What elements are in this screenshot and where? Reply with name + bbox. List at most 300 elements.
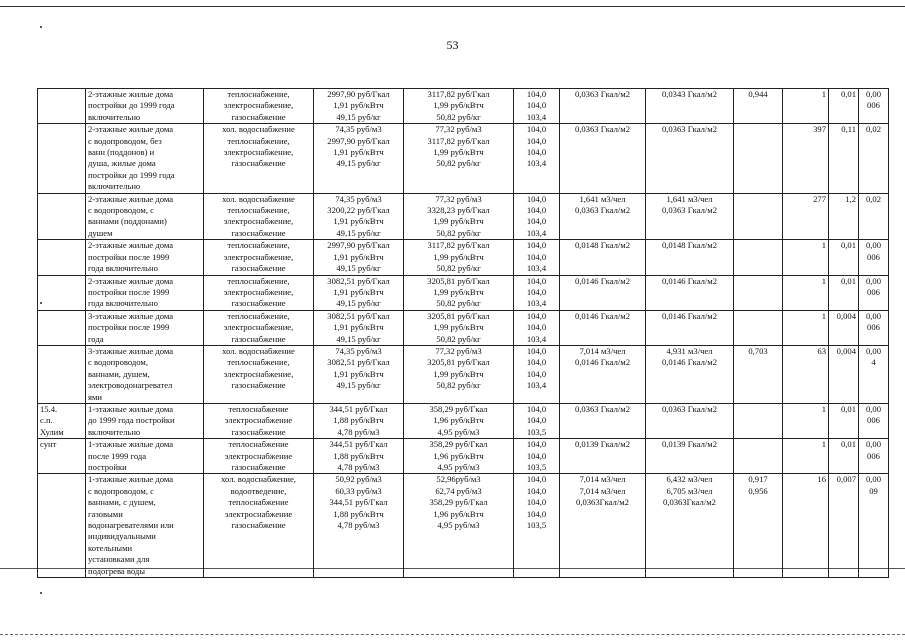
table-row [38,193,889,240]
cell-line: 1,91 руб/кВтч [333,368,384,379]
cell-line: электроснабжение, [223,216,294,227]
scan-border-top [0,6,905,7]
cell-line: 103,4 [526,227,547,238]
cell-line: 49,15 руб/кг [336,380,381,391]
cell-line: 2-этажные жилые дома [88,275,174,286]
cell-line: установками для [88,554,150,565]
norm-old-cell [560,474,646,578]
cell-line: 74,35 руб/м3 [335,124,382,135]
cell-line: 0,0363 Гкал/м2 [574,205,631,216]
cell-line: индивидуальными [88,531,156,542]
cell-line: 0,00 [865,275,882,286]
cell-line: 0,0363 Гкал/м2 [661,124,718,135]
cell-line: 0,01 [840,89,856,99]
norm-new-cell [646,345,734,403]
coefficient-cell [734,439,783,474]
cell-line: теплоснабжение [228,439,289,450]
cell-line: 1,91 руб/кВтч [333,286,384,297]
cell-line: 49,15 руб/кг [336,158,381,169]
cell-line: 1 [821,439,826,450]
norm-new-cell [646,124,734,193]
cell-line: 0,02 [865,124,882,135]
norm-old-cell [560,240,646,275]
tariff-new-cell [404,193,514,240]
last-value-cell [859,89,889,124]
cell-line: 0,00 [865,89,882,99]
cell-line: 1,99 руб/кВтч [433,216,484,227]
cell-line: 74,35 руб/м3 [335,345,382,356]
cell-line: 3117,82 руб/Гкал [427,89,490,99]
cell-line: 344,51 руб/Гкал [329,403,388,414]
cell-line: 1,88 руб/кВтч [333,415,384,426]
cell-line: 006 [867,251,880,262]
tariff-old-cell [314,275,404,310]
norm-new-cell [646,474,734,578]
cell-line: 0,0148 Гкал/м2 [574,240,631,251]
table-row [38,310,889,345]
cell-line: 52,96руб/м3 [436,474,481,485]
tariff-new-cell [404,124,514,193]
tariff-new-cell [404,240,514,275]
cell-line: 4,95 руб/м3 [437,426,480,437]
tariff-table [37,88,889,578]
cell-line: 60,33 руб/м3 [335,485,382,496]
cell-line: 77,32 руб/м3 [435,124,482,135]
cell-line: 104,0 [526,286,547,297]
tariff-new-cell [404,439,514,474]
cell-line: 7,014 м3/чел [579,485,626,496]
last-value-cell [859,439,889,474]
section-cell [38,275,86,310]
cell-line: 104,0 [526,310,547,321]
services-cell [204,310,314,345]
cell-line: газоснабжение [231,111,286,122]
cell-line: Хулим [40,426,64,437]
scan-speck [40,26,42,28]
building-type-cell [86,345,204,403]
cell-line: 006 [867,286,880,297]
cell-line: 2997,90 руб/Гкал [327,135,390,146]
cell-line: с.п. [40,415,53,426]
cell-line: 7,014 м3/чел [579,345,626,356]
cell-line: 0,0146 Гкал/м2 [661,310,718,321]
services-cell [204,193,314,240]
cell-line: 104,0 [526,474,547,485]
cell-line: 0,0363Гкал/м2 [663,497,716,508]
cell-line: 0,0363 Гкал/м2 [661,403,718,414]
index-cell [514,345,560,403]
cell-line: 104,0 [526,89,547,99]
cell-line: сунт [40,439,57,450]
cell-line: 1,91 руб/кВтч [333,100,384,111]
cell-line: 104,0 [526,205,547,216]
cell-line: 49,15 руб/кг [336,333,381,344]
cell-line: теплоснабжение, [227,205,290,216]
share-cell [829,310,859,345]
cell-line: постройки после 1999 [88,251,170,262]
building-type-cell [86,89,204,124]
cell-line: 1 [821,89,826,99]
cell-line: 0,00 [865,310,882,321]
cell-line: 50,82 руб/кг [436,333,481,344]
cell-line: 1 [821,240,826,251]
norm-new-cell [646,89,734,124]
cell-line: электроснабжение, [223,147,294,158]
services-cell [204,240,314,275]
cell-line: 2-этажные жилые дома [88,193,174,204]
cell-line: 1-этажные жилые дома [88,474,174,485]
cell-line: 4,95 руб/м3 [437,462,480,472]
last-value-cell [859,124,889,193]
cell-line: 1,99 руб/кВтч [433,368,484,379]
count-cell [783,124,829,193]
tariff-new-cell [404,89,514,124]
cell-line: 0,0146 Гкал/м2 [661,357,718,368]
cell-line: 0,0363 Гкал/м2 [574,124,631,135]
count-cell [783,275,829,310]
cell-line: 104,0 [526,193,547,204]
cell-line: ванн (поддонов) и [88,147,155,158]
cell-line: 0,00 [865,345,882,356]
cell-line: водонагревателями или [88,520,174,531]
cell-line: электроводонагревател [88,380,173,391]
cell-line: электроснабжение, [223,286,294,297]
share-cell [829,275,859,310]
index-cell [514,310,560,345]
coefficient-cell [734,345,783,403]
section-cell [38,89,86,124]
cell-line: 103,4 [526,158,547,169]
table-row [38,474,889,578]
cell-line: 49,15 руб/кг [336,227,381,238]
cell-line: 006 [867,100,880,111]
norm-old-cell [560,403,646,438]
tariff-new-cell [404,474,514,578]
index-cell [514,124,560,193]
table-row [38,345,889,403]
cell-line: электроснабжение, [223,100,294,111]
cell-line: 49,15 руб/кг [336,298,381,309]
cell-line: постройки [88,462,127,472]
cell-line: 006 [867,450,880,461]
cell-line: 0,0148 Гкал/м2 [661,240,718,251]
cell-line: 3117,82 руб/Гкал [427,240,490,251]
cell-line: 0,0363Гкал/м2 [576,497,629,508]
cell-line: 1,99 руб/кВтч [433,322,484,333]
cell-line: 0,703 [748,345,768,356]
cell-line: 0,02 [865,193,882,204]
cell-line: с водопроводом, с [88,485,154,496]
cell-line: 0,01 [840,439,856,450]
norm-new-cell [646,439,734,474]
cell-line: электроснабжение [224,508,293,519]
cell-line: 4,931 м3/чел [666,345,713,356]
cell-line: газоснабжение [231,158,286,169]
last-value-cell [859,193,889,240]
section-cell [38,310,86,345]
cell-line: 0,00 [865,474,882,485]
cell-line: ваннами (поддонами) [88,216,167,227]
last-value-cell [859,310,889,345]
cell-line: 3117,82 руб/Гкал [427,135,490,146]
cell-line: газоснабжение [231,263,286,274]
cell-line: 1,91 руб/кВтч [333,322,384,333]
cell-line: 104,0 [526,135,547,146]
cell-line: 4,78 руб/м3 [337,520,380,531]
cell-line: 1,99 руб/кВтч [433,251,484,262]
section-cell [38,193,86,240]
cell-line: 3205,81 руб/Гкал [427,310,490,321]
cell-line: 3-этажные жилые дома [88,345,174,356]
cell-line: 1,99 руб/кВтч [433,100,484,111]
norm-old-cell [560,345,646,403]
cell-line: 3328,23 руб/Гкал [427,205,490,216]
cell-line: 3-этажные жилые дома [88,310,174,321]
norm-new-cell [646,403,734,438]
cell-line: 0,00 [865,240,882,251]
services-cell [204,403,314,438]
cell-line: хол. водоснабжение, [221,474,296,485]
cell-line: 0,0139 Гкал/м2 [574,439,631,450]
cell-line: 3082,51 руб/Гкал [327,275,390,286]
cell-line: 3082,51 руб/Гкал [327,357,390,368]
cell-line: 104,0 [526,485,547,496]
cell-line: 77,32 руб/м3 [435,345,482,356]
cell-line: постройки до 1999 года [88,169,175,180]
cell-line: 62,74 руб/м3 [435,485,482,496]
cell-line: 1,96 руб/кВтч [433,508,484,519]
cell-line: 50,92 руб/м3 [335,474,382,485]
cell-line: 4,78 руб/м3 [337,426,380,437]
cell-line: с водопроводом, с [88,205,154,216]
tariff-new-cell [404,275,514,310]
section-cell [38,403,86,438]
cell-line: 104,0 [526,216,547,227]
last-value-cell [859,275,889,310]
cell-line: душем [88,227,113,238]
cell-line: 2-этажные жилые дома [88,89,174,99]
norm-old-cell [560,89,646,124]
cell-line: теплоснабжение, [227,240,290,251]
cell-line: водоотведение, [230,485,287,496]
cell-line: с водопроводом, [88,357,149,368]
cell-line: 104,0 [526,439,547,450]
page-number: 53 [446,38,459,52]
tariff-new-cell [404,403,514,438]
cell-line: 50,82 руб/кг [436,380,481,391]
share-cell [829,193,859,240]
last-value-cell [859,474,889,578]
section-cell [38,345,86,403]
index-cell [514,474,560,578]
cell-line: 15.4. [40,403,58,414]
cell-line: 103,4 [526,263,547,274]
cell-line: 0,944 [748,89,768,99]
cell-line: 0,00 [865,439,882,450]
cell-line: с водопроводом, без [88,135,162,146]
table-row [38,439,889,474]
coefficient-cell [734,275,783,310]
services-cell [204,345,314,403]
coefficient-cell [734,403,783,438]
table-row [38,403,889,438]
cell-line: 2-этажные жилые дома [88,240,174,251]
services-cell [204,89,314,124]
coefficient-cell [734,474,783,578]
cell-line: теплоснабжение, [227,357,290,368]
section-cell [38,124,86,193]
cell-line: года [88,333,104,344]
cell-line: 63 [817,345,826,356]
cell-line: 277 [813,193,826,204]
coefficient-cell [734,193,783,240]
cell-line: теплоснабжение [228,403,289,414]
cell-line: 006 [867,415,880,426]
tariff-old-cell [314,345,404,403]
cell-line: 0,004 [836,310,856,321]
building-type-cell [86,310,204,345]
cell-line: 0,01 [840,240,856,251]
cell-line: 104,0 [526,251,547,262]
section-cell [38,240,86,275]
cell-line: 104,0 [526,240,547,251]
count-cell [783,89,829,124]
cell-line: 1,88 руб/кВтч [333,450,384,461]
cell-line: 1-этажные жилые дома [88,403,174,414]
section-cell [38,474,86,578]
last-value-cell [859,403,889,438]
share-cell [829,345,859,403]
cell-line: 0,0146 Гкал/м2 [574,357,631,368]
norm-new-cell [646,310,734,345]
index-cell [514,439,560,474]
cell-line: 358,29 руб/Гкал [429,403,488,414]
count-cell [783,345,829,403]
cell-line: подогрева воды [88,565,146,576]
cell-line: газоснабжение [231,462,286,472]
tariff-old-cell [314,193,404,240]
cell-line: 4 [871,357,876,368]
norm-new-cell [646,193,734,240]
cell-line: газоснабжение [231,333,286,344]
cell-line: 3200,22 руб/Гкал [327,205,390,216]
cell-line: 0,0146 Гкал/м2 [574,310,631,321]
cell-line: после 1999 года [88,450,147,461]
cell-line: 104,0 [526,508,547,519]
cell-line: газоснабжение [231,380,286,391]
building-type-cell [86,275,204,310]
cell-line: теплоснабжение, [227,89,290,99]
cell-line: 2997,90 руб/Гкал [327,240,390,251]
cell-line: 104,0 [526,403,547,414]
cell-line: 49,15 руб/кг [336,111,381,122]
cell-line: 104,0 [526,322,547,333]
cell-line: 103,4 [526,298,547,309]
count-cell [783,403,829,438]
cell-line: 0,917 [748,474,768,485]
table-row [38,240,889,275]
cell-line: 3082,51 руб/Гкал [327,310,390,321]
cell-line: постройки после 1999 [88,322,170,333]
share-cell [829,240,859,275]
cell-line: 104,0 [526,124,547,135]
cell-line: электроснабжение [224,415,293,426]
building-type-cell [86,474,204,578]
cell-line: 0,11 [841,124,856,135]
cell-line: 1 [821,310,826,321]
cell-line: 0,0363 Гкал/м2 [574,403,631,414]
table-row [38,275,889,310]
cell-line: газоснабжение [231,298,286,309]
share-cell [829,124,859,193]
cell-line: 6,705 м3/чел [666,485,713,496]
tariff-old-cell [314,310,404,345]
cell-line: 1,88 руб/кВтч [333,508,384,519]
share-cell [829,89,859,124]
cell-line: душа, жилые дома [88,158,156,169]
cell-line: 3205,81 руб/Гкал [427,357,490,368]
index-cell [514,193,560,240]
cell-line: 50,82 руб/кг [436,158,481,169]
coefficient-cell [734,89,783,124]
building-type-cell [86,240,204,275]
last-value-cell [859,240,889,275]
cell-line: ями [88,391,102,402]
count-cell [783,310,829,345]
last-value-cell [859,345,889,403]
cell-line: 6,432 м3/чел [666,474,713,485]
tariff-new-cell [404,310,514,345]
cell-line: 1,99 руб/кВтч [433,147,484,158]
cell-line: газоснабжение [231,426,286,437]
norm-new-cell [646,240,734,275]
index-cell [514,89,560,124]
section-cell [38,439,86,474]
tariff-new-cell [404,345,514,403]
cell-line: теплоснабжение, [227,310,290,321]
tariff-old-cell [314,124,404,193]
building-type-cell [86,439,204,474]
count-cell [783,474,829,578]
cell-line: 104,0 [526,368,547,379]
cell-line: 103,5 [526,462,547,472]
cell-line: газовыми [88,508,123,519]
count-cell [783,193,829,240]
tariff-old-cell [314,403,404,438]
cell-line: 104,0 [526,147,547,158]
cell-line: 50,82 руб/кг [436,227,481,238]
cell-line: 50,82 руб/кг [436,298,481,309]
building-type-cell [86,403,204,438]
norm-old-cell [560,275,646,310]
coefficient-cell [734,310,783,345]
building-type-cell [86,124,204,193]
index-cell [514,403,560,438]
cell-line: 0,956 [748,485,768,496]
cell-line: 1,641 м3/чел [579,193,626,204]
norm-old-cell [560,310,646,345]
services-cell [204,124,314,193]
cell-line: 397 [813,124,826,135]
cell-line: 0,004 [836,345,856,356]
cell-line: 0,01 [840,403,856,414]
cell-line: 358,29 руб/Гкал [429,497,488,508]
scan-speck [40,592,42,594]
cell-line: 4,95 руб/м3 [437,520,480,531]
cell-line: 49,15 руб/кг [336,263,381,274]
cell-line: 74,35 руб/м3 [335,193,382,204]
cell-line: включительно [88,181,141,192]
